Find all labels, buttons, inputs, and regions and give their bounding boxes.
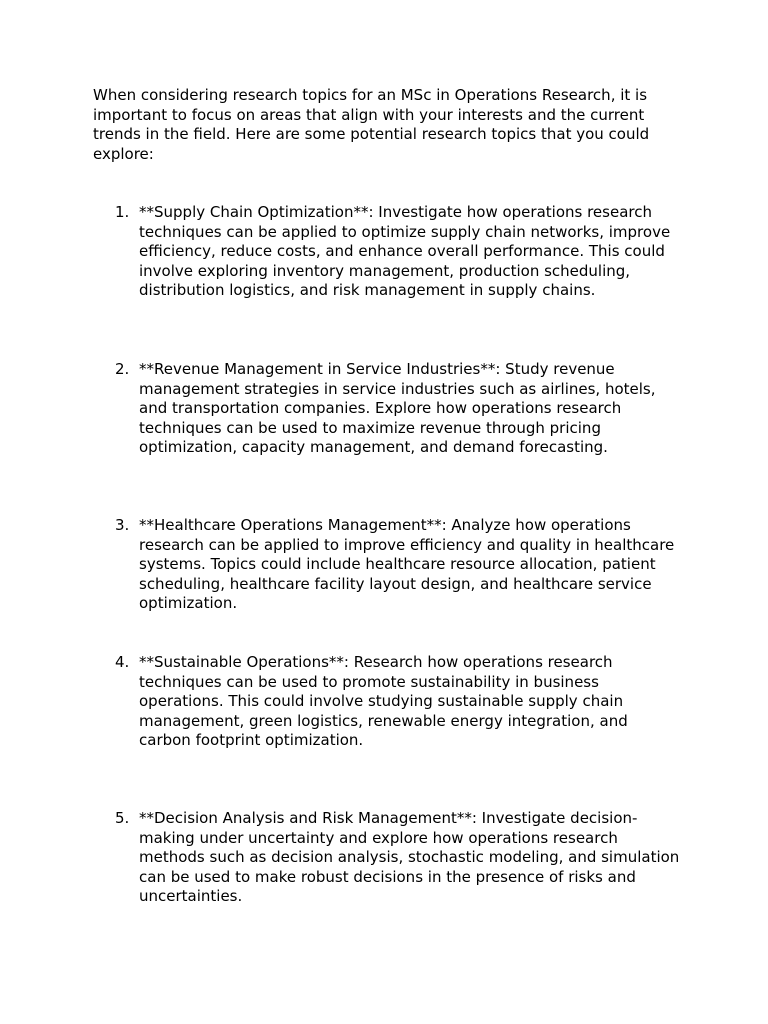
list-item-text: **Supply Chain Optimization**: Investigate how operations research techniques can be applied to optimize supply chain networks, improve efficiency, reduce costs, and enhance overall performance. This could involve exploring inventory management, production scheduling, distribution logistics, and risk management in supply chains. — [139, 203, 671, 299]
intro-paragraph: When considering research topics for an MSc in Operations Research, it is important to focus on areas that align with your interests and the current trends in the field. Here are some potential research topics that you could explore: — [93, 86, 650, 163]
list-item — [115, 516, 680, 614]
list-item-text: **Revenue Management in Service Industries**: Study revenue management strategies in service industries such as airlines, hotels, and transportation companies. Explore how operations research techniques can be used to maximize revenue through pricing optimization, capacity management, and demand forecasting. — [139, 360, 656, 456]
list-item-number: 2. — [115, 360, 130, 378]
list-item — [115, 809, 680, 907]
list-item-number: 1. — [115, 203, 130, 221]
list-item-text: **Sustainable Operations**: Research how operations research techniques can be used to promote sustainability in business operations. This could involve studying sustainable supply chain management, green logistics, renewable energy integration, and carbon footprint optimization. — [139, 653, 628, 749]
list-item-number: 3. — [115, 516, 130, 534]
list-item — [115, 203, 680, 301]
list-item — [115, 653, 680, 751]
list-item-text: **Healthcare Operations Management**: Analyze how operations research can be applied to improve efficiency and quality in healthcare systems. Topics could include healthcare resource allocation, patient scheduling, healthcare facility layout design, and healthcare service optimization. — [139, 516, 675, 612]
list-item — [115, 360, 680, 458]
list-item-number: 4. — [115, 653, 130, 671]
list-item-text: **Decision Analysis and Risk Management**: Investigate decision-making under uncertainty and explore how operations research methods such as decision analysis, stochastic modeling, and simulation can be used to make robust decisions in the presence of risks and uncertainties. — [139, 809, 680, 905]
list-item-number: 5. — [115, 809, 130, 827]
